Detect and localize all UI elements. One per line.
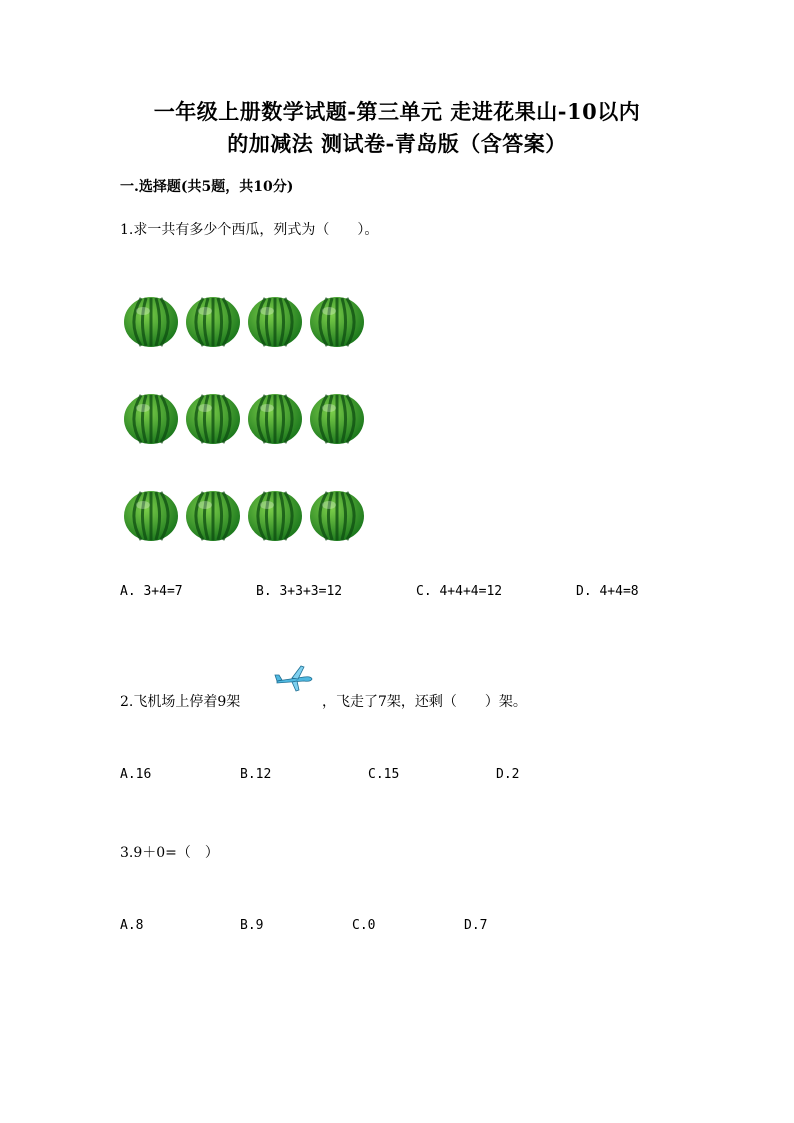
section-heading: 一.选择题(共5题，共10分) [120, 179, 294, 195]
question-3-option-b[interactable]: B.9 [240, 918, 264, 933]
watermelon-grid [122, 292, 372, 546]
question-2-option-c[interactable]: C.15 [368, 767, 400, 782]
question-2-option-b[interactable]: B.12 [240, 767, 272, 782]
question-1-option-d[interactable]: D. 4+4=8 [576, 584, 639, 599]
question-1-text: 1.求一共有多少个西瓜，列式为（ ）。 [120, 222, 379, 238]
watermelon-icon [308, 486, 366, 544]
question-2-option-a[interactable]: A.16 [120, 767, 152, 782]
document-title [0, 96, 794, 160]
question-2-text-after: ，飞走了7架，还剩（ ）架。 [322, 694, 527, 710]
airplane-icon [274, 664, 314, 694]
watermelon-icon [246, 292, 304, 350]
question-1-option-c[interactable]: C. 4+4+4=12 [416, 584, 503, 599]
question-3-text: 3.9＋0=（ ） [120, 845, 219, 861]
watermelon-icon [246, 486, 304, 544]
question-3-option-c[interactable]: C.0 [352, 918, 376, 933]
question-2-text-before: 2.飞机场上停着9架 [120, 694, 241, 710]
watermelon-icon [122, 486, 180, 544]
watermelon-icon [308, 292, 366, 350]
watermelon-icon [308, 389, 366, 447]
question-1-option-a[interactable]: A. 3+4=7 [120, 584, 183, 599]
question-1-option-b[interactable]: B. 3+3+3=12 [256, 584, 343, 599]
watermelon-icon [184, 486, 242, 544]
question-3-option-a[interactable]: A.8 [120, 918, 144, 933]
question-2-option-d[interactable]: D.2 [496, 767, 520, 782]
title-line-2: 的加减法 测试卷-青岛版（含答案） [227, 131, 567, 156]
watermelon-icon [184, 389, 242, 447]
watermelon-icon [246, 389, 304, 447]
watermelon-icon [184, 292, 242, 350]
title-line-1: 一年级上册数学试题-第三单元 走进花果山-10以内 [153, 99, 641, 124]
watermelon-icon [122, 292, 180, 350]
watermelon-icon [122, 389, 180, 447]
question-3-option-d[interactable]: D.7 [464, 918, 488, 933]
